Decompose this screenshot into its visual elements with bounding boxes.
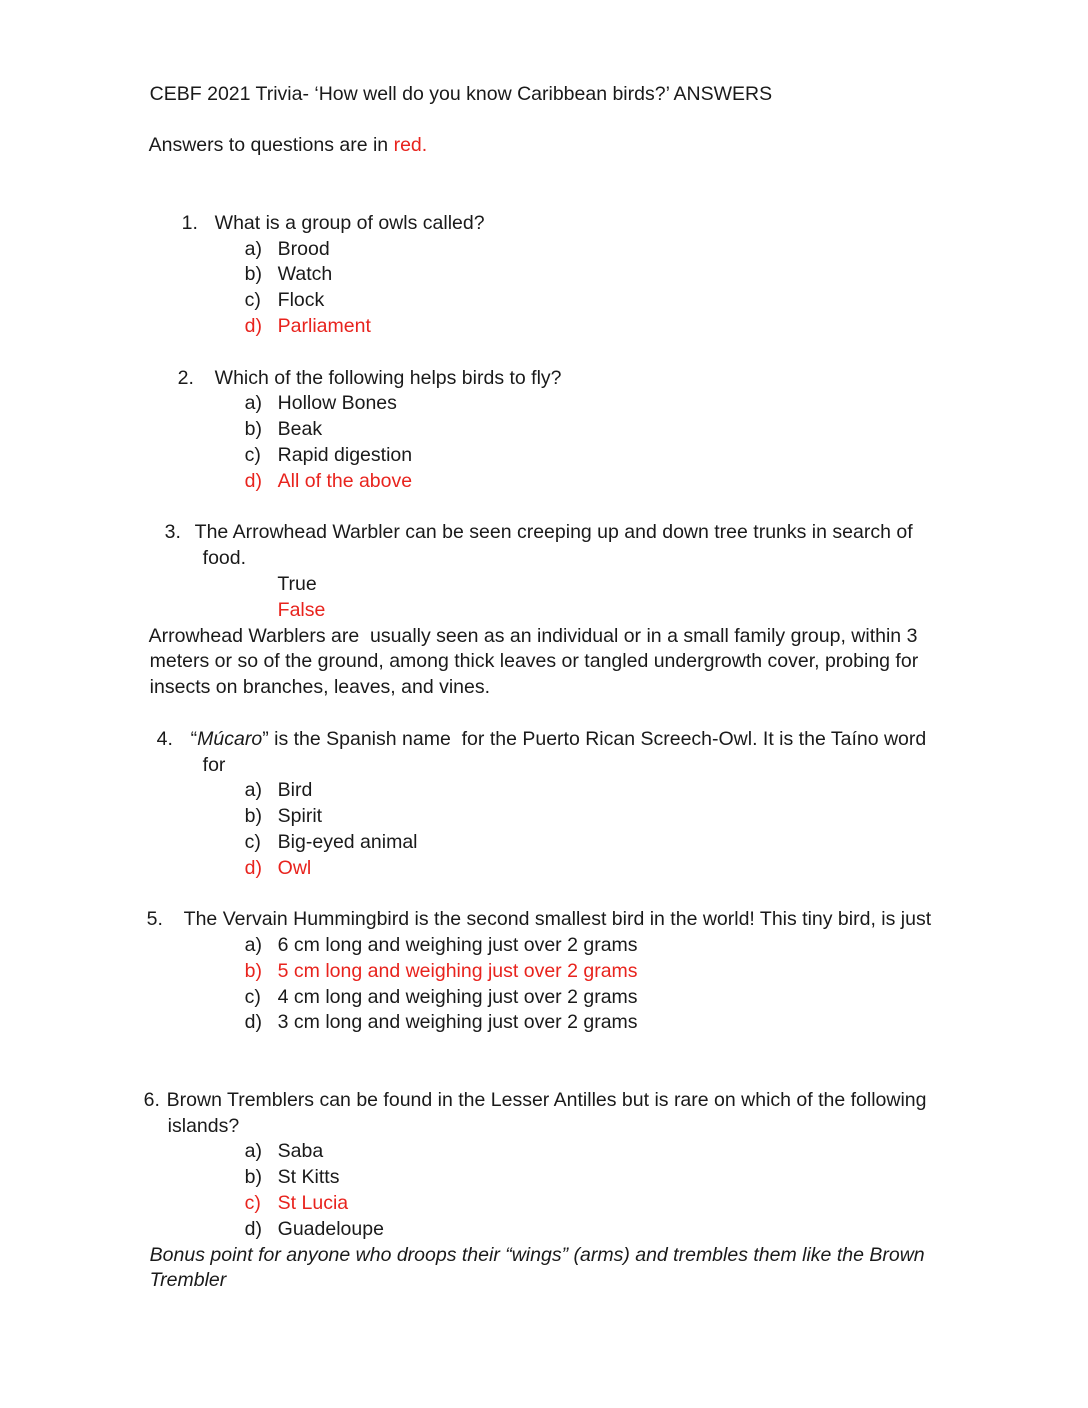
option-label: b) <box>244 263 263 286</box>
question-3 <box>0 495 1088 544</box>
question-3-number: 3. <box>164 521 181 544</box>
question-2-text: Which of the following helps birds to fly? <box>214 366 562 389</box>
question-1-number: 1. <box>181 211 198 234</box>
option-text: Saba <box>277 1140 324 1163</box>
question-3-explanation-line1 <box>0 598 1088 647</box>
question-2-number: 2. <box>177 366 194 389</box>
option-label: c) <box>244 985 261 1008</box>
option-label: d) <box>244 856 263 879</box>
option-label: d) <box>244 469 263 492</box>
question-3-text-continuation: food. <box>202 547 247 570</box>
question-6 <box>0 1062 1088 1111</box>
option-text: Big-eyed animal <box>277 830 418 853</box>
question-4-text-line1: ” is the Spanish name for the Puerto Rican Screech-Owl. It is the Taíno word <box>262 727 927 750</box>
question-3-text-line1: The Arrowhead Warbler can be seen creeping up and down tree trunks in search of <box>194 521 913 544</box>
question-6-option-d <box>0 1191 1088 1240</box>
option-label: b) <box>244 959 263 982</box>
option-label: b) <box>244 805 263 828</box>
option-label: a) <box>244 934 263 957</box>
question-5-number: 5. <box>146 908 163 931</box>
option-text-answer: St Lucia <box>277 1192 349 1215</box>
option-text: Flock <box>277 289 325 312</box>
option-text: Bird <box>277 779 313 802</box>
option-label: d) <box>244 1217 263 1240</box>
option-label: c) <box>244 289 261 312</box>
option-text: Beak <box>277 418 323 441</box>
option-text-answer: Owl <box>277 856 312 879</box>
option-label: a) <box>244 779 263 802</box>
intro-line <box>0 108 1088 157</box>
question-1-option-d-answer <box>0 288 1088 337</box>
question-4-option-d-answer <box>0 830 1088 879</box>
option-label: c) <box>244 830 261 853</box>
question-6-option-b <box>0 1139 1088 1189</box>
page-title-line <box>0 56 1088 105</box>
option-text: 6 cm long and weighing just over 2 grams <box>277 934 638 957</box>
species-name-italic: Múcaro <box>197 727 263 750</box>
question-4-option-b <box>0 778 1088 828</box>
question-4-option-c <box>0 804 1088 853</box>
option-label: b) <box>244 1166 263 1189</box>
intro-text: Answers to questions are in <box>148 134 394 157</box>
option-text: Watch <box>277 263 333 286</box>
question-1 <box>0 185 1088 234</box>
option-text: Hollow Bones <box>277 392 397 415</box>
intro-red-word: red. <box>393 134 428 157</box>
option-text: St Kitts <box>277 1166 340 1189</box>
question-4-option-a <box>0 753 1088 802</box>
question-3-false-option-answer <box>0 572 1088 621</box>
question-5-text: The Vervain Hummingbird is the second smallest bird in the world! This tiny bird, is just <box>183 908 932 931</box>
question-2-option-d-answer <box>0 443 1088 492</box>
true-option-text: True <box>277 572 317 595</box>
question-2-option-c <box>0 417 1088 466</box>
question-6-text-line1: Brown Tremblers can be found in the Lesser Antilles but is rare on which of the following <box>166 1088 927 1111</box>
option-text: 3 cm long and weighing just over 2 grams <box>277 1011 638 1034</box>
false-option-text-answer: False <box>277 598 326 621</box>
bonus-note-text: Trembler <box>149 1269 227 1292</box>
option-label: c) <box>244 443 261 466</box>
option-text: Rapid digestion <box>277 443 413 466</box>
explanation-text: meters or so of the ground, among thick leaves or tangled undergrowth cover, probing for <box>149 650 919 673</box>
option-label: a) <box>244 237 263 260</box>
option-label: d) <box>244 1011 263 1034</box>
question-6-number: 6. <box>143 1088 160 1111</box>
option-text: Guadeloupe <box>277 1217 384 1240</box>
page-title: CEBF 2021 Trivia- ‘How well do you know Caribbean birds?’ ANSWERS <box>149 82 773 105</box>
question-4-text-continuation: for <box>202 753 226 776</box>
option-label: a) <box>244 1140 263 1163</box>
explanation-text: Arrowhead Warblers are usually seen as an individual or in a small family group, within 3 <box>148 624 918 647</box>
option-label: d) <box>244 314 263 337</box>
question-6-option-c-answer <box>0 1165 1088 1215</box>
question-1-text: What is a group of owls called? <box>214 211 485 234</box>
question-6-text-continuation: islands? <box>167 1114 240 1137</box>
option-text-answer: 5 cm long and weighing just over 2 grams <box>277 959 638 982</box>
bonus-note-line1 <box>0 1217 1088 1266</box>
option-label: b) <box>244 418 263 441</box>
option-text-answer: All of the above <box>277 469 413 492</box>
explanation-text: insects on branches, leaves, and vines. <box>149 676 491 699</box>
open-quote: “ <box>190 727 198 750</box>
question-2 <box>0 340 1088 389</box>
option-text-answer: Parliament <box>277 314 371 337</box>
question-1-option-c <box>0 262 1088 312</box>
question-4 <box>0 701 1088 750</box>
question-5 <box>0 882 1088 931</box>
option-text: Spirit <box>277 805 323 828</box>
option-text: 4 cm long and weighing just over 2 grams <box>277 985 638 1008</box>
option-text: Brood <box>277 237 330 260</box>
option-label: a) <box>244 392 263 415</box>
bonus-note-text: Bonus point for anyone who droops their “wings” (arms) and trembles them like the Brown <box>149 1243 925 1266</box>
option-label: c) <box>244 1192 261 1215</box>
question-4-number: 4. <box>156 727 173 750</box>
question-3-true-option <box>0 546 1088 595</box>
